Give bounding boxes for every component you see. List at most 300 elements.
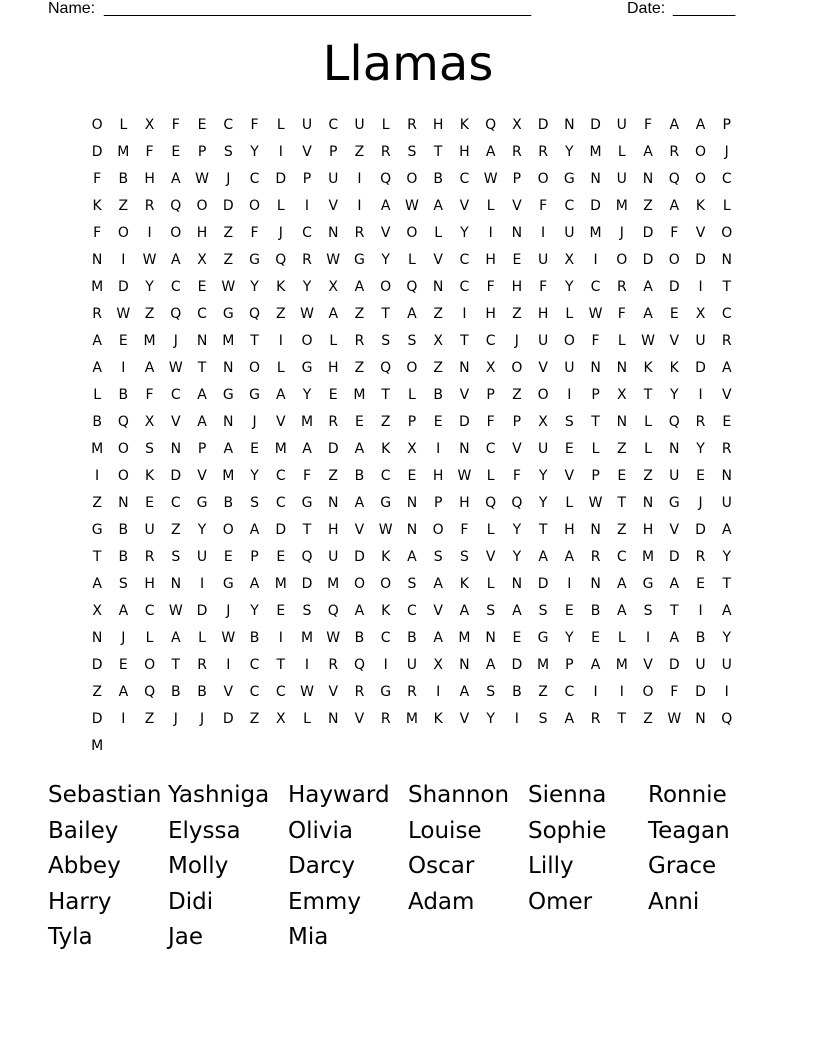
grid-letter: Z [512, 305, 522, 322]
grid-letter: D [117, 278, 129, 295]
grid-letter: Q [406, 278, 418, 295]
grid-letter: D [91, 656, 103, 673]
grid-letter: H [459, 143, 470, 160]
grid-letter: P [486, 386, 495, 403]
word-list-item: Bailey [48, 817, 119, 844]
grid-letter: C [275, 467, 286, 484]
grid-letter: P [407, 413, 417, 430]
grid-letter: V [485, 548, 496, 565]
grid-letter: L [408, 386, 416, 403]
grid-letter: X [407, 440, 417, 457]
grid-letter: T [669, 602, 679, 619]
grid-letter: L [644, 413, 652, 430]
grid-letter: I [698, 602, 703, 619]
letter-grid [84, 111, 740, 759]
grid-letter: X [275, 710, 286, 727]
grid-letter: S [538, 602, 548, 619]
grid-letter: U [144, 521, 155, 538]
grid-letter: X [433, 332, 443, 349]
grid-letter: A [459, 683, 470, 700]
grid-letter: D [695, 359, 706, 376]
grid-letter: C [590, 278, 601, 295]
grid-letter: G [301, 494, 313, 511]
grid-letter: U [721, 656, 732, 673]
grid-letter: U [695, 332, 706, 349]
grid-letter: Z [354, 143, 365, 160]
grid-letter: L [145, 629, 154, 646]
grid-letter: Y [302, 386, 312, 403]
grid-letter: L [591, 440, 600, 457]
grid-letter: A [721, 602, 732, 619]
grid-letter: Y [696, 440, 705, 457]
grid-letter: T [197, 359, 207, 376]
grid-letter: I [593, 683, 598, 700]
grid-letter: L [486, 575, 495, 592]
grid-letter: Y [250, 467, 259, 484]
grid-letter: I [121, 710, 126, 727]
grid-letter: L [93, 386, 102, 403]
grid-letter: D [275, 170, 287, 187]
grid-letter: B [118, 548, 129, 565]
grid-letter: M [405, 710, 418, 727]
word-list-item: Sienna [528, 782, 607, 808]
grid-letter: R [721, 332, 732, 349]
grid-letter: S [118, 575, 128, 592]
grid-letter: Z [643, 197, 653, 214]
grid-letter: H [485, 305, 496, 322]
grid-letter: A [92, 332, 102, 349]
grid-letter: C [275, 494, 286, 511]
grid-letter: C [616, 548, 627, 565]
grid-letter: L [381, 116, 390, 133]
grid-letter: W [667, 710, 682, 727]
grid-letter: J [226, 602, 231, 619]
grid-letter: U [721, 494, 732, 511]
grid-letter: A [721, 521, 732, 538]
grid-letter: R [328, 656, 339, 673]
grid-letter: C [380, 629, 391, 646]
grid-letter: A [171, 629, 181, 646]
grid-letter: A [564, 548, 575, 565]
grid-letter: I [541, 224, 546, 241]
grid-letter: O [380, 278, 392, 295]
grid-letter: Q [485, 116, 497, 133]
grid-letter: J [619, 224, 624, 241]
grid-letter: A [197, 386, 207, 403]
grid-letter: V [512, 440, 522, 457]
grid-letter: N [91, 251, 103, 268]
grid-letter: Z [433, 305, 443, 322]
grid-letter: M [222, 467, 235, 484]
grid-letter: U [328, 170, 339, 187]
grid-letter: S [433, 548, 443, 565]
grid-letter: F [93, 170, 102, 187]
grid-letter: V [223, 683, 234, 700]
grid-letter: D [537, 116, 549, 133]
grid-letter: Y [722, 548, 732, 565]
grid-letter: L [198, 629, 206, 646]
grid-letter: P [512, 170, 522, 187]
grid-letter: B [197, 683, 207, 700]
grid-letter: N [459, 656, 470, 673]
grid-letter: C [380, 467, 391, 484]
grid-letter: C [170, 278, 181, 295]
grid-letter: D [511, 656, 523, 673]
grid-letter: A [354, 440, 365, 457]
grid-letter: Z [538, 683, 548, 700]
grid-letter: F [145, 386, 154, 403]
grid-letter: G [249, 251, 260, 268]
grid-letter: I [698, 278, 703, 295]
grid-letter: A [354, 278, 365, 295]
grid-letter: A [643, 143, 653, 160]
grid-letter: F [302, 467, 312, 484]
grid-letter: Z [223, 251, 234, 268]
grid-letter: L [565, 305, 574, 322]
grid-letter: N [564, 116, 575, 133]
grid-letter: G [354, 251, 365, 268]
grid-letter: N [432, 278, 444, 295]
grid-letter: C [564, 197, 575, 214]
grid-letter: H [327, 521, 339, 538]
word-list-item: Emmy [288, 888, 361, 915]
grid-letter: O [616, 251, 628, 268]
grid-letter: R [302, 251, 312, 268]
grid-letter: Q [170, 197, 182, 214]
grid-letter: J [724, 143, 729, 160]
grid-letter: L [486, 521, 495, 538]
grid-letter: I [121, 251, 126, 268]
grid-letter: I [567, 575, 572, 592]
grid-letter: M [222, 332, 235, 349]
grid-letter: Z [512, 386, 522, 403]
grid-letter: C [249, 170, 260, 187]
grid-letter: H [327, 359, 339, 376]
grid-letter: T [302, 521, 312, 538]
grid-letter: G [196, 494, 208, 511]
grid-letter: R [354, 332, 365, 349]
grid-letter: P [565, 656, 574, 673]
grid-letter: X [144, 413, 155, 430]
grid-letter: E [669, 305, 679, 322]
grid-letter: K [433, 710, 443, 727]
grid-letter: V [721, 386, 732, 403]
word-list-item: Sophie [528, 817, 607, 844]
grid-letter: Y [250, 278, 259, 295]
grid-letter: X [92, 602, 102, 619]
grid-letter: Q [327, 602, 339, 619]
grid-letter: K [669, 359, 679, 376]
grid-letter: D [196, 602, 208, 619]
grid-letter: M [589, 143, 602, 160]
grid-letter: Y [538, 494, 548, 511]
grid-letter: N [459, 359, 470, 376]
grid-letter: G [642, 575, 654, 592]
grid-letter: N [118, 494, 129, 511]
grid-letter: P [302, 170, 312, 187]
grid-letter: R [380, 143, 391, 160]
grid-letter: O [406, 170, 418, 187]
name-label: Name: [48, 0, 96, 17]
grid-letter: O [563, 332, 575, 349]
grid-letter: O [353, 575, 365, 592]
grid-letter: B [695, 629, 706, 646]
grid-letter: Q [144, 683, 156, 700]
word-list-item: Teagan [648, 817, 730, 844]
grid-letter: O [170, 224, 182, 241]
grid-letter: O [249, 197, 261, 214]
grid-letter: H [432, 116, 444, 133]
grid-letter: A [669, 197, 680, 214]
word-list-item: Sebastian [48, 782, 162, 808]
grid-letter: N [223, 359, 234, 376]
grid-letter: R [721, 440, 732, 457]
grid-letter: U [354, 116, 365, 133]
grid-letter: Q [117, 413, 129, 430]
grid-letter: N [590, 359, 601, 376]
grid-letter: E [696, 467, 705, 484]
grid-letter: J [121, 629, 126, 646]
grid-letter: C [223, 116, 234, 133]
grid-letter: Y [197, 521, 207, 538]
grid-letter: M [91, 737, 104, 754]
grid-letter: O [537, 170, 549, 187]
grid-letter: K [381, 440, 391, 457]
grid-letter: H [642, 521, 654, 538]
grid-letter: A [617, 575, 627, 592]
grid-letter: N [170, 575, 182, 592]
grid-letter: F [486, 413, 495, 430]
grid-letter: Y [538, 467, 548, 484]
grid-letter: A [485, 656, 496, 673]
grid-letter: A [669, 629, 680, 646]
grid-letter: X [564, 251, 575, 268]
grid-letter: U [537, 440, 549, 457]
grid-letter: A [92, 359, 102, 376]
grid-letter: V [564, 467, 575, 484]
grid-letter: A [380, 197, 391, 214]
grid-letter: R [380, 710, 391, 727]
grid-letter: R [197, 656, 207, 673]
grid-letter: Z [92, 683, 102, 700]
grid-letter: H [564, 521, 575, 538]
grid-letter: D [642, 251, 654, 268]
grid-letter: W [483, 170, 498, 187]
grid-letter: W [168, 359, 183, 376]
grid-letter: C [407, 602, 417, 619]
grid-letter: D [668, 548, 680, 565]
grid-letter: U [616, 116, 627, 133]
grid-letter: A [721, 359, 732, 376]
grid-letter: I [593, 251, 598, 268]
grid-letter: Y [486, 710, 495, 727]
grid-letter: N [223, 413, 234, 430]
grid-letter: O [432, 521, 444, 538]
grid-letter: B [92, 413, 102, 430]
grid-letter: L [276, 197, 285, 214]
grid-letter: H [196, 224, 208, 241]
grid-letter: N [721, 467, 732, 484]
grid-letter: T [617, 494, 627, 511]
grid-letter: N [406, 521, 418, 538]
word-list-item: Omer [528, 888, 593, 915]
grid-letter: Y [381, 251, 390, 268]
grid-letter: F [145, 143, 154, 160]
grid-letter: I [278, 332, 283, 349]
grid-letter: T [171, 656, 181, 673]
grid-letter: Y [565, 143, 574, 160]
grid-letter: Z [171, 521, 181, 538]
grid-letter: M [537, 656, 550, 673]
grid-letter: S [250, 494, 259, 511]
grid-letter: J [278, 224, 283, 241]
word-list-item: Yashniga [168, 782, 270, 808]
grid-letter: K [381, 602, 391, 619]
grid-letter: I [357, 170, 362, 187]
grid-letter: E [328, 386, 338, 403]
grid-letter: X [197, 251, 207, 268]
grid-letter: G [249, 386, 260, 403]
grid-letter: T [722, 575, 732, 592]
grid-letter: F [250, 116, 259, 133]
grid-letter: A [354, 602, 365, 619]
grid-letter: E [145, 494, 155, 511]
grid-letter: V [695, 224, 706, 241]
grid-letter: I [488, 224, 493, 241]
grid-letter: C [721, 305, 732, 322]
grid-letter: G [380, 494, 392, 511]
grid-letter: K [643, 359, 653, 376]
grid-letter: G [222, 575, 234, 592]
grid-letter: B [354, 467, 365, 484]
grid-letter: C [170, 386, 181, 403]
word-list-item: Harry [48, 888, 112, 915]
grid-letter: N [695, 710, 706, 727]
grid-letter: J [199, 710, 205, 727]
grid-letter: W [405, 197, 419, 214]
grid-letter: T [722, 278, 732, 295]
grid-letter: M [615, 656, 628, 673]
grid-letter: C [197, 305, 207, 322]
grid-letter: O [249, 359, 261, 376]
grid-letter: K [459, 575, 469, 592]
name-blank-line: ________________________________________________ [104, 0, 532, 17]
word-list [48, 778, 768, 956]
grid-letter: P [329, 143, 338, 160]
grid-letter: A [249, 521, 260, 538]
grid-letter: L [303, 710, 311, 727]
grid-letter: U [537, 332, 549, 349]
grid-letter: A [197, 413, 207, 430]
grid-letter: L [486, 197, 495, 214]
grid-letter: W [116, 305, 131, 322]
word-list-item: Hayward [288, 782, 390, 808]
grid-letter: A [669, 116, 680, 133]
grid-letter: Q [721, 710, 733, 727]
grid-letter: D [91, 710, 103, 727]
grid-letter: I [304, 197, 310, 214]
grid-letter: M [353, 386, 366, 403]
grid-letter: X [485, 359, 496, 376]
grid-letter: C [170, 494, 181, 511]
grid-letter: S [407, 575, 417, 592]
grid-letter: J [514, 332, 519, 349]
grid-letter: T [538, 521, 548, 538]
grid-letter: T [643, 386, 653, 403]
grid-letter: T [591, 413, 600, 430]
grid-letter: V [512, 197, 522, 214]
grid-letter: Y [669, 386, 679, 403]
grid-letter: E [564, 602, 574, 619]
grid-letter: U [695, 656, 706, 673]
grid-letter: F [591, 332, 600, 349]
grid-letter: Q [380, 359, 392, 376]
grid-letter: A [459, 602, 470, 619]
grid-letter: Z [275, 305, 286, 322]
grid-letter: U [537, 251, 549, 268]
word-list-item: Jae [168, 924, 204, 951]
grid-letter: W [221, 629, 236, 646]
grid-letter: W [195, 170, 209, 187]
grid-letter: U [301, 116, 313, 133]
grid-letter: A [118, 683, 129, 700]
grid-letter: W [588, 305, 603, 322]
grid-letter: Y [565, 278, 574, 295]
grid-letter: B [171, 683, 181, 700]
grid-letter: D [275, 521, 287, 538]
grid-letter: X [695, 305, 706, 322]
grid-letter: A [144, 359, 155, 376]
grid-letter: E [696, 575, 705, 592]
grid-letter: D [222, 197, 234, 214]
grid-letter: Z [380, 413, 391, 430]
grid-letter: R [354, 683, 365, 700]
grid-letter: R [669, 143, 680, 160]
grid-letter: Z [144, 305, 155, 322]
grid-letter: W [588, 494, 603, 511]
grid-letter: X [144, 116, 155, 133]
grid-letter: Z [617, 440, 627, 457]
grid-letter: O [117, 467, 129, 484]
grid-letter: A [433, 197, 443, 214]
grid-letter: B [223, 494, 234, 511]
word-list-item: Elyssa [168, 817, 241, 844]
grid-letter: A [118, 602, 129, 619]
grid-letter: E [564, 440, 574, 457]
grid-letter: K [276, 278, 286, 295]
grid-letter: A [590, 656, 601, 673]
grid-letter: M [615, 197, 628, 214]
grid-letter: L [276, 116, 285, 133]
grid-letter: V [669, 521, 680, 538]
grid-letter: R [328, 413, 339, 430]
grid-letter: A [538, 548, 548, 565]
grid-letter: M [274, 575, 287, 592]
grid-letter: I [147, 224, 152, 241]
grid-letter: J [698, 494, 703, 511]
grid-letter: O [694, 143, 707, 160]
grid-letter: R [695, 548, 706, 565]
grid-letter: S [538, 710, 548, 727]
grid-letter: Y [250, 143, 259, 160]
grid-letter: X [512, 116, 522, 133]
grid-letter: I [304, 656, 310, 673]
grid-letter: T [433, 143, 443, 160]
grid-letter: W [300, 305, 314, 322]
grid-letter: N [511, 575, 523, 592]
grid-letter: F [250, 224, 259, 241]
grid-letter: A [433, 629, 443, 646]
